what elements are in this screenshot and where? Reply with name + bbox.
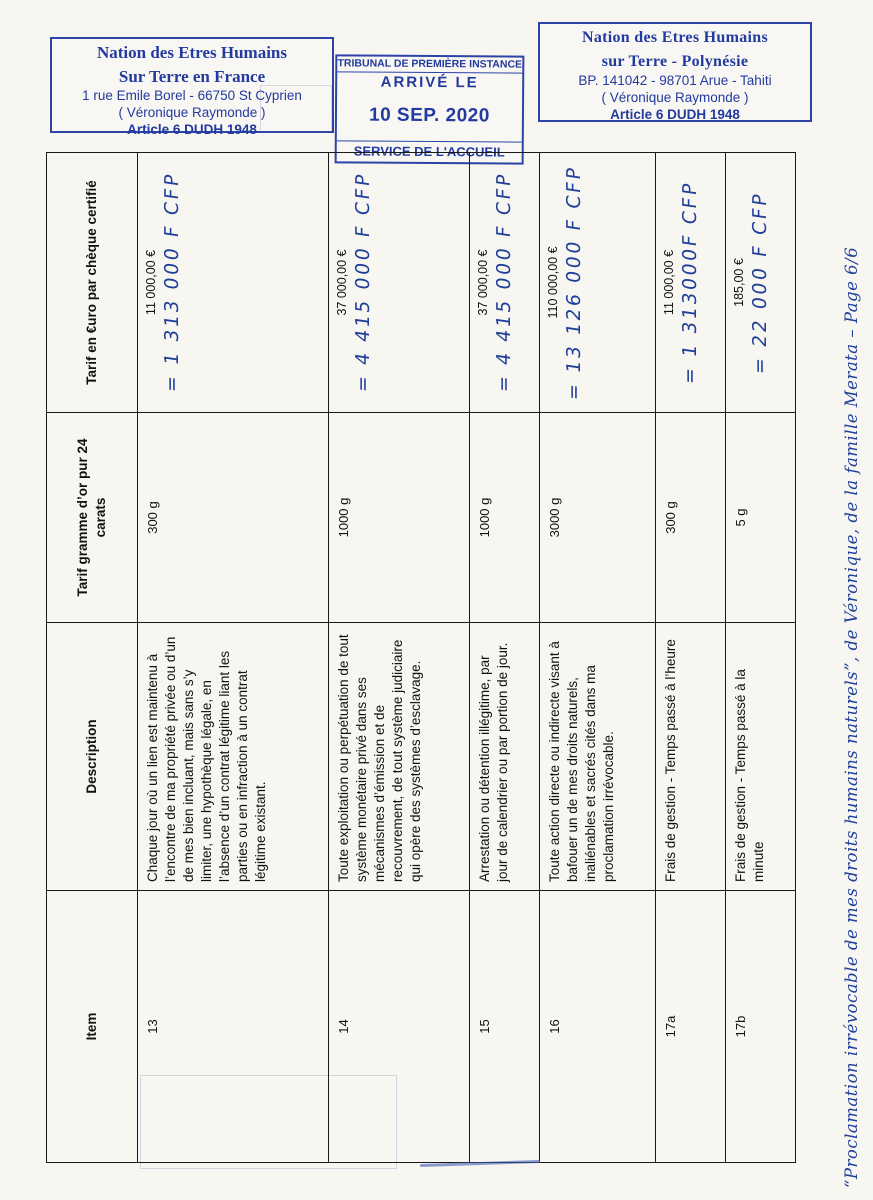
row-cfp-handwritten: = 4 415 000 F CFP: [493, 171, 516, 394]
row-price: [329, 153, 470, 413]
table-row: [656, 153, 726, 1163]
row-description: Chaque jour où un lien est maintenu à l’encontre de ma propriété privée ou d’un de mes bien incluant, mais sans s’y limiter, une hypothèque légale, en l’absence d’un contrat légitime liant les parties ou en infraction à un contrat légitime existant.: [138, 623, 329, 891]
row-description: Toute exploitation ou perpétuation de tout système monétaire privé dans ses mécanismes d’émission et de recouvrement, de tout système judiciaire qui opère des systèmes d’esclavage.: [329, 623, 470, 891]
row-gold: 1000 g: [470, 413, 540, 623]
row-euro: 110 000,00 €: [546, 246, 561, 319]
stamp-polynesie-name: ( Véronique Raymonde ): [601, 90, 749, 105]
row-gold: 300 g: [656, 413, 726, 623]
row-price: [656, 153, 726, 413]
row-gold: 3000 g: [540, 413, 656, 623]
row-cfp-handwritten: = 1 313 000 F CFP: [161, 171, 183, 394]
row-cfp-handwritten: = 13 126 000 F CFP: [563, 163, 586, 402]
stamp-polynesie-line1: Nation des Etres Humains: [581, 29, 769, 46]
stamp-tribunal-service: SERVICE DE L'ACCUEIL: [337, 140, 522, 160]
header-price: Tarif en €uro par chèque certifié: [47, 153, 138, 413]
row-gold: 5 g: [726, 413, 796, 623]
header-item: Item: [47, 891, 138, 1163]
stamp-nation-polynesie: [538, 22, 812, 122]
row-price: [540, 153, 656, 413]
row-euro: 37 000,00 €: [335, 249, 350, 316]
row-description: Frais de gestion - Temps passé à l’heure: [656, 623, 726, 891]
row-euro: 11 000,00 €: [144, 249, 158, 316]
stamp-polynesie-article: Article 6 DUDH 1948: [610, 107, 740, 122]
row-euro: 185,00 €: [732, 258, 747, 307]
row-description: Arrestation ou détention illégitime, par jour de calendrier ou par portion de jour.: [470, 623, 540, 891]
row-item: 13: [138, 891, 329, 1163]
row-euro: 11 000,00 €: [662, 249, 677, 316]
row-description: Toute action directe ou indirecte visant à bafouer un de mes droits naturels, inaliénables et sacrés cités dans ma proclamation irrévocable.: [540, 623, 656, 891]
tariff-table: [46, 152, 796, 1163]
row-description: Frais de gestion - Temps passé à la minute: [726, 623, 796, 891]
header-gold: Tarif gramme d’or pur 24 carats: [47, 413, 138, 623]
row-gold: 1000 g: [329, 413, 470, 623]
stamp-france-address: 1 rue Emile Borel - 66750 St Cyprien: [82, 88, 302, 103]
stamp-tribunal-date: 10 SEP. 2020: [368, 104, 490, 127]
table-row: [726, 153, 796, 1163]
stamp-france-name: ( Véronique Raymonde ): [118, 105, 266, 120]
row-item: 14: [329, 891, 470, 1163]
stamp-france-line2: Sur Terre en France: [118, 67, 266, 86]
row-item: 15: [470, 891, 540, 1163]
row-price: [138, 153, 329, 413]
header-description: Description: [47, 623, 138, 891]
row-item: 17a: [656, 891, 726, 1163]
row-item: 17b: [726, 891, 796, 1163]
row-cfp-handwritten: = 22 000 F CFP: [749, 189, 772, 376]
table-row: [470, 153, 540, 1163]
faint-stamp-ghost: [260, 85, 332, 132]
table-row: [540, 153, 656, 1163]
stamp-tribunal-arrival: [335, 54, 525, 164]
stamp-polynesie-address: BP. 141042 - 98701 Arue - Tahiti: [578, 73, 772, 88]
row-euro: 37 000,00 €: [476, 249, 491, 316]
row-price: [470, 153, 540, 413]
row-item: 16: [540, 891, 656, 1163]
row-gold: 300 g: [138, 413, 329, 623]
handwritten-margin-note: “Proclamation irrévocable de mes droits humains naturels”, de Véronique, de la famille Merata – Page 6/6: [842, 246, 861, 1188]
rotated-table-wrapper: [46, 153, 796, 1163]
stamp-polynesie-line2: sur Terre - Polynésie: [601, 53, 749, 70]
stamp-france-line1: Nation des Etres Humains: [96, 43, 287, 62]
stamp-tribunal-arrived: ARRIVÉ LE: [380, 73, 479, 92]
table-header-row: [47, 153, 138, 1163]
row-cfp-handwritten: = 4 415 000 F CFP: [352, 171, 375, 394]
row-cfp-handwritten: = 1 313000F CFP: [679, 179, 702, 386]
table-row: [329, 153, 470, 1163]
table-row: [138, 153, 329, 1163]
stamp-tribunal-title: TRIBUNAL DE PREMIÈRE INSTANCE: [337, 56, 522, 73]
row-price: [726, 153, 796, 413]
stamp-france-article: Article 6 DUDH 1948: [127, 122, 257, 137]
